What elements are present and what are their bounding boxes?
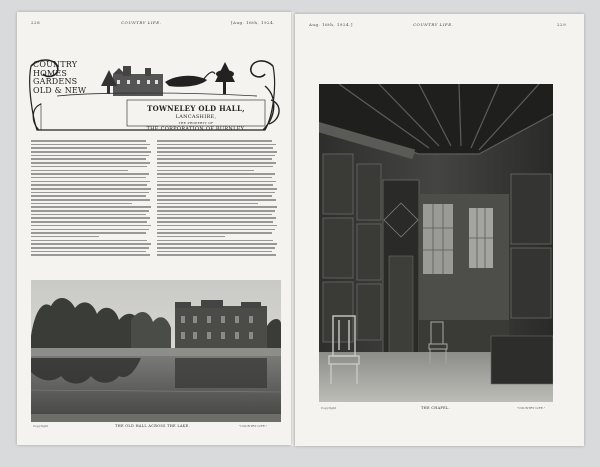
text-line bbox=[157, 166, 273, 168]
right-date: Aug. 16th, 1924.] bbox=[309, 22, 353, 27]
text-line bbox=[157, 170, 254, 172]
text-line bbox=[157, 240, 273, 242]
text-line bbox=[31, 144, 150, 146]
text-line bbox=[31, 147, 147, 149]
text-line bbox=[157, 173, 275, 175]
text-line bbox=[157, 181, 276, 183]
text-line bbox=[157, 155, 275, 157]
text-line bbox=[157, 184, 273, 186]
text-line bbox=[31, 243, 151, 245]
right-magazine-title: COUNTRY LIFE. bbox=[413, 22, 454, 27]
article-owner-prefix: THE PROPERTY OF bbox=[178, 121, 214, 125]
series-word-gardens: GARDENS bbox=[33, 77, 78, 86]
text-line bbox=[31, 151, 151, 153]
text-line bbox=[157, 195, 272, 197]
series-word-homes: HOMES bbox=[33, 68, 68, 78]
text-line bbox=[157, 221, 273, 223]
body-text-column-left bbox=[31, 140, 151, 262]
text-line bbox=[31, 203, 132, 205]
text-line bbox=[157, 243, 277, 245]
right-photo-credit-right: "COUNTRY LIFE." bbox=[517, 406, 546, 410]
text-line bbox=[31, 251, 146, 253]
text-line bbox=[31, 188, 151, 190]
right-photo-credit-left: Copyright bbox=[321, 406, 337, 410]
body-text-column-right bbox=[157, 140, 277, 262]
text-line bbox=[157, 232, 272, 234]
text-line bbox=[31, 140, 146, 142]
text-line bbox=[157, 210, 275, 212]
text-line bbox=[157, 254, 276, 256]
text-line bbox=[157, 251, 272, 253]
text-line bbox=[157, 158, 272, 160]
text-line bbox=[157, 229, 275, 231]
article-place: LANCASHIRE, bbox=[175, 114, 217, 120]
left-page bbox=[17, 12, 291, 445]
text-line bbox=[31, 195, 146, 197]
text-line bbox=[31, 236, 99, 238]
text-line bbox=[157, 192, 275, 194]
text-line bbox=[31, 254, 150, 256]
text-line bbox=[31, 225, 151, 227]
text-line bbox=[31, 229, 149, 231]
text-line bbox=[157, 203, 258, 205]
text-line bbox=[31, 199, 150, 201]
text-line bbox=[157, 144, 276, 146]
text-line bbox=[31, 206, 151, 208]
text-line bbox=[31, 214, 146, 216]
left-date: [Aug. 16th, 1924. bbox=[231, 20, 275, 25]
text-line bbox=[31, 177, 146, 179]
text-line bbox=[31, 181, 150, 183]
text-line bbox=[31, 217, 150, 219]
photo-chapel bbox=[319, 84, 553, 402]
series-title bbox=[33, 61, 89, 95]
text-line bbox=[157, 151, 277, 153]
left-photo-credit-right: "COUNTRY LIFE." bbox=[239, 424, 268, 428]
text-line bbox=[157, 147, 273, 149]
left-running-head bbox=[17, 20, 291, 28]
text-line bbox=[157, 225, 277, 227]
left-photo-credit-left: Copyright bbox=[33, 424, 49, 428]
text-line bbox=[157, 236, 225, 238]
photo-old-hall-across-lake bbox=[31, 280, 281, 422]
text-line bbox=[157, 206, 277, 208]
article-title: TOWNELEY OLD HALL, bbox=[147, 104, 245, 113]
text-line bbox=[31, 247, 149, 249]
text-line bbox=[157, 214, 272, 216]
text-line bbox=[31, 166, 147, 168]
text-line bbox=[31, 170, 128, 172]
text-line bbox=[31, 232, 146, 234]
text-line bbox=[157, 188, 277, 190]
left-magazine-title: COUNTRY LIFE. bbox=[121, 20, 162, 25]
text-line bbox=[31, 240, 147, 242]
text-line bbox=[157, 162, 276, 164]
text-line bbox=[31, 158, 146, 160]
text-line bbox=[31, 184, 147, 186]
text-line bbox=[157, 217, 276, 219]
text-line bbox=[31, 221, 147, 223]
text-line bbox=[31, 210, 149, 212]
article-owner: THE CORPORATION OF BURNLEY. bbox=[146, 126, 246, 132]
article-title-box bbox=[129, 104, 263, 132]
text-line bbox=[31, 173, 149, 175]
text-line bbox=[31, 162, 150, 164]
text-line bbox=[157, 199, 276, 201]
text-line bbox=[31, 155, 149, 157]
right-page bbox=[295, 14, 584, 446]
left-page-number: 228 bbox=[31, 20, 41, 25]
right-running-head bbox=[295, 22, 584, 30]
right-page-number: 229 bbox=[557, 22, 567, 27]
text-line bbox=[157, 177, 272, 179]
left-photo-caption: THE OLD HALL ACROSS THE LAKE. bbox=[115, 424, 190, 428]
text-line bbox=[157, 247, 275, 249]
series-word-old-new: OLD & NEW bbox=[33, 85, 87, 95]
text-line bbox=[157, 140, 272, 142]
series-word-country: COUNTRY bbox=[33, 60, 78, 69]
text-line bbox=[31, 192, 149, 194]
right-photo-caption: THE CHAPEL. bbox=[421, 406, 450, 410]
